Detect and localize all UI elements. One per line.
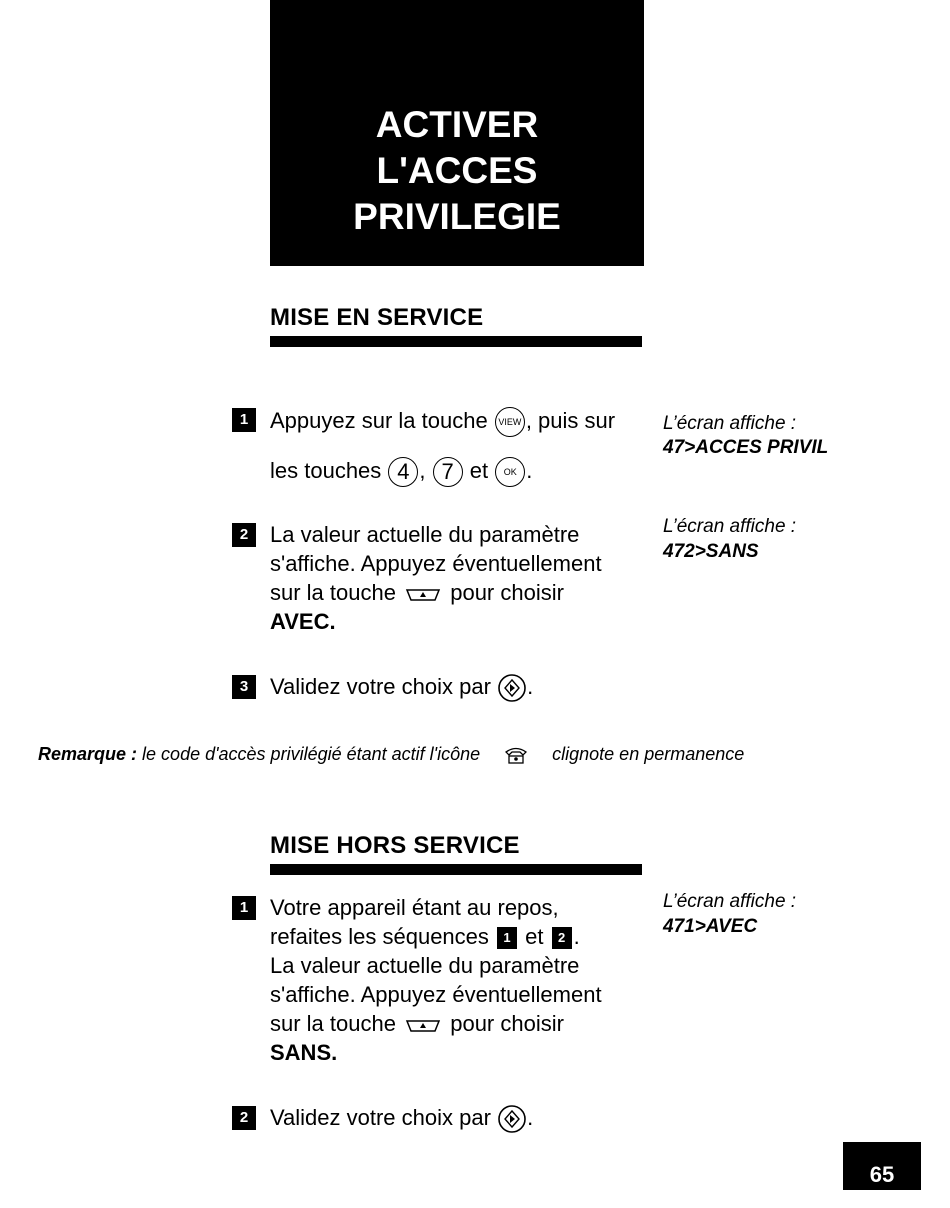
step-number-badge: 3 xyxy=(232,675,256,699)
step-ref-badge: 1 xyxy=(497,927,517,949)
step-2-text xyxy=(270,1103,533,1134)
start-key-icon xyxy=(497,673,527,703)
step-text: et xyxy=(469,458,489,483)
remark-text: le code d'accès privilégié étant actif l'icône xyxy=(142,744,481,764)
section-divider xyxy=(270,864,642,875)
section-divider xyxy=(270,336,642,347)
step-number-badge: 2 xyxy=(232,523,256,547)
title-line-2: L'ACCES xyxy=(376,150,538,191)
step-text: Validez votre choix par xyxy=(270,674,491,699)
title-line-1: ACTIVER xyxy=(375,104,539,145)
screen-label: L’écran affiche : xyxy=(663,516,797,537)
step-3-text xyxy=(270,672,533,703)
step-number-badge: 2 xyxy=(232,1106,256,1130)
key-4-icon: 4 xyxy=(388,457,418,487)
step-text: s'affiche. Appuyez éventuellement xyxy=(270,551,602,576)
step-number-badge: 1 xyxy=(232,408,256,432)
screen-value: 471>AVEC xyxy=(663,916,758,937)
step-text: s'affiche. Appuyez éventuellement xyxy=(270,982,602,1007)
period: . xyxy=(527,1105,534,1130)
option-sans: SANS. xyxy=(270,1040,338,1065)
step-text-line xyxy=(270,922,602,951)
title-line-3: PRIVILEGIE xyxy=(353,196,561,237)
screen-label: L’écran affiche : xyxy=(663,413,797,434)
start-key-icon xyxy=(497,1104,527,1134)
step-text: La valeur actuelle du paramètre xyxy=(270,522,580,547)
remark-label: Remarque : xyxy=(38,744,138,764)
ok-key-icon: OK xyxy=(495,457,525,487)
remark-text: clignote en permanence xyxy=(552,744,745,764)
step-1-line-2 xyxy=(270,456,532,487)
screen-value: 472>SANS xyxy=(663,541,759,562)
step-text: et xyxy=(525,924,544,949)
step-2-text xyxy=(270,520,602,636)
period: . xyxy=(527,674,534,699)
page-number: 65 xyxy=(843,1142,921,1190)
up-arrow-key-icon xyxy=(405,587,441,601)
key-7-icon: 7 xyxy=(433,457,463,487)
step-text-line xyxy=(270,1009,602,1038)
step-text: Votre appareil étant au repos, xyxy=(270,895,559,920)
step-text: les touches xyxy=(270,458,382,483)
step-text: pour choisir xyxy=(450,580,564,605)
period: . xyxy=(573,924,580,949)
remark xyxy=(38,744,744,765)
period: . xyxy=(526,458,533,483)
section-heading-enable: MISE EN SERVICE xyxy=(270,304,484,331)
step-text: , puis sur xyxy=(525,408,616,433)
step-text: refaites les séquences xyxy=(270,924,489,949)
step-text-line xyxy=(270,578,602,607)
step-text: La valeur actuelle du paramètre xyxy=(270,953,580,978)
page-title xyxy=(270,102,644,240)
step-ref-badge: 2 xyxy=(552,927,572,949)
step-number-badge: 1 xyxy=(232,896,256,920)
step-text: sur la touche xyxy=(270,1011,396,1036)
up-arrow-key-icon xyxy=(405,1018,441,1032)
separator: , xyxy=(419,458,426,483)
option-avec: AVEC. xyxy=(270,609,336,634)
view-key-icon: VIEW xyxy=(495,407,525,437)
screen-value: 47>ACCES PRIVIL xyxy=(663,437,829,458)
step-text: Appuyez sur la touche xyxy=(270,408,488,433)
step-text: pour choisir xyxy=(450,1011,564,1036)
step-text: sur la touche xyxy=(270,580,396,605)
screen-label: L’écran affiche : xyxy=(663,891,797,912)
step-text: Validez votre choix par xyxy=(270,1105,491,1130)
title-block xyxy=(270,0,644,266)
phone-icon xyxy=(503,746,529,764)
step-1-line-1 xyxy=(270,406,615,437)
section-heading-disable: MISE HORS SERVICE xyxy=(270,832,520,859)
step-1-text xyxy=(270,893,602,1067)
